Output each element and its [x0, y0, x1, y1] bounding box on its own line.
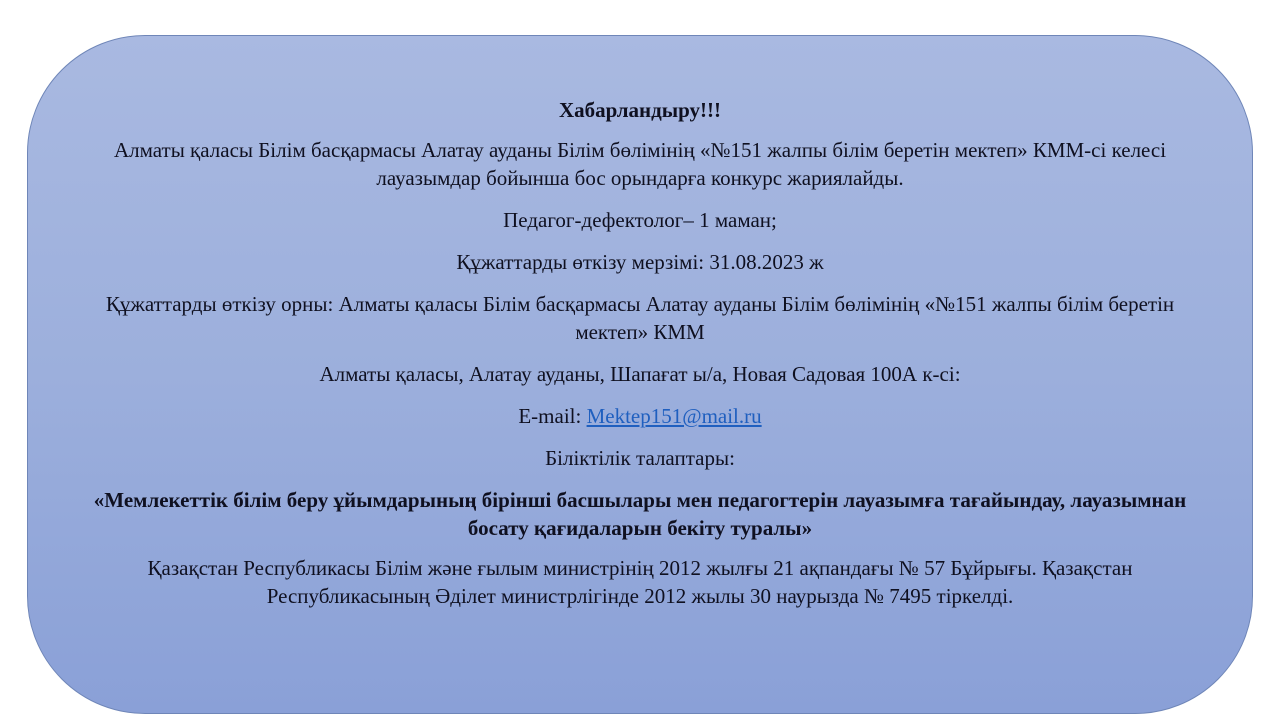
submission-place: Құжаттарды өткізу орны: Алматы қаласы Білім басқармасы Алатау ауданы Білім бөлімінің «№151 жалпы білім беретін мектеп» КММ	[105, 292, 1175, 344]
announcement-content	[27, 96, 1253, 624]
email-label: E-mail:	[518, 404, 587, 428]
email-line	[27, 402, 1253, 430]
school-address: Алматы қаласы, Алатау ауданы, Шапағат ы/а, Новая Садовая 100А к-сі:	[319, 362, 961, 386]
email-link[interactable]: Mektep151@mail.ru	[586, 404, 762, 428]
regulation-reference: Қазақстан Республикасы Білім және ғылым министрінің 2012 жылғы 21 ақпандағы № 57 Бұйрығы. Қазақстан Республикасының Әділет министрлігінде 2012 жылы 30 наурызда № 7495 тіркелді.	[147, 556, 1133, 608]
vacancy-position: Педагог-дефектолог– 1 маман;	[503, 208, 777, 232]
announcement-intro: Алматы қаласы Білім басқармасы Алатау ауданы Білім бөлімінің «№151 жалпы білім беретін мектеп» КММ-сі келесі лауазымдар бойынша бос орындарға конкурс жариялайды.	[113, 138, 1167, 190]
announcement-title: Хабарландыру!!!	[558, 98, 722, 122]
requirements-label: Біліктілік талаптары:	[545, 446, 735, 470]
submission-deadline: Құжаттарды өткізу мерзімі: 31.08.2023 ж	[456, 250, 824, 274]
regulation-title: «Мемлекеттік білім беру ұйымдарының бірінші басшылары мен педагогтерін лауазымға тағайындау, лауазымнан босату қағидаларын бекіту туралы»	[93, 488, 1187, 540]
